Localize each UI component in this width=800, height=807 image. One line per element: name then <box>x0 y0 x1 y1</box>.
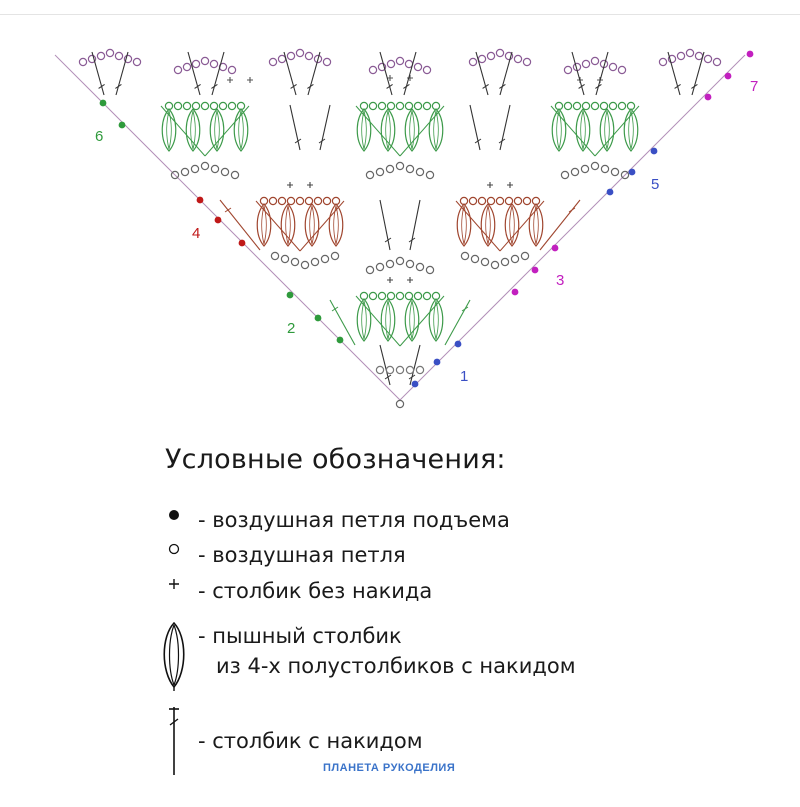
chain-stitch <box>491 261 498 268</box>
chain-stitch <box>405 292 412 299</box>
double-crochet-stitch <box>290 105 300 150</box>
lift-chain-dot <box>315 315 322 322</box>
legend-title: Условные обозначения: <box>165 444 506 475</box>
puff-stitch <box>481 204 495 246</box>
puff-stitch-inner <box>412 111 414 149</box>
chain-stitch <box>305 197 312 204</box>
chain-stitch <box>582 60 589 67</box>
chain-stitch <box>287 52 294 59</box>
double-crochet-icon <box>164 705 184 777</box>
chain-stitch <box>406 260 413 267</box>
row-number-6: 6 <box>95 128 104 145</box>
chain-stitch <box>396 102 403 109</box>
chain-stitch <box>573 102 580 109</box>
chain-stitch <box>505 197 512 204</box>
puff-stitch-inner <box>336 206 338 244</box>
chain-stitch <box>416 263 423 270</box>
legend-item-chain-lift <box>150 506 510 534</box>
puff-stitch-inner <box>631 111 633 149</box>
double-crochet-stitch <box>212 52 224 95</box>
chain-stitch <box>174 66 181 73</box>
chain-stitch <box>591 57 598 64</box>
chain-stitch <box>609 63 616 70</box>
chain-stitch <box>376 366 383 373</box>
chain-stitch <box>79 58 86 65</box>
chain-stitch <box>426 266 433 273</box>
chain-stitch <box>278 55 285 62</box>
lift-chain-dot <box>455 341 462 348</box>
chain-stitch <box>414 63 421 70</box>
chain-stitch <box>469 58 476 65</box>
filled-dot-icon <box>167 506 181 520</box>
row-number-1: 1 <box>460 368 469 385</box>
chain-stitch <box>514 55 521 62</box>
puff-stitch-inner <box>167 111 169 149</box>
single-crochet-mark <box>487 182 493 188</box>
chain-stitch <box>406 366 413 373</box>
row-number-7: 7 <box>750 78 759 95</box>
chain-stitch <box>416 366 423 373</box>
chain-stitch <box>192 102 199 109</box>
lift-chain-dot <box>705 94 712 101</box>
double-crochet-stitch <box>500 105 510 150</box>
chain-stitch <box>201 162 208 169</box>
puff-stitch <box>210 109 224 151</box>
chain-stitch <box>386 165 393 172</box>
chain-stitch <box>278 197 285 204</box>
puff-stitch-inner <box>191 111 193 149</box>
chain-stitch <box>704 55 711 62</box>
chain-stitch <box>618 66 625 73</box>
chain-stitch <box>221 168 228 175</box>
chain-stitch <box>713 58 720 65</box>
chain-stitch <box>423 102 430 109</box>
chain-stitch <box>591 102 598 109</box>
single-crochet-mark <box>507 182 513 188</box>
puff-stitch-icon <box>157 621 191 693</box>
legend-text: - столбик без накида <box>198 579 433 603</box>
double-crochet-stitch <box>476 52 488 95</box>
single-crochet-mark <box>387 277 393 283</box>
chain-stitch <box>581 165 588 172</box>
puff-stitch <box>381 299 395 341</box>
chain-stitch <box>591 162 598 169</box>
chain-stitch <box>469 197 476 204</box>
puff-stitch-inner <box>386 301 388 339</box>
lift-chain-dot <box>197 197 204 204</box>
puff-stitch-inner <box>581 111 583 149</box>
puff-stitch <box>505 204 519 246</box>
chain-stitch <box>686 49 693 56</box>
chain-stitch <box>323 58 330 65</box>
legend-text: - столбик с накидом <box>198 729 423 753</box>
chain-stitch <box>366 266 373 273</box>
legend-item-puff-stitch <box>150 622 576 692</box>
single-crochet-mark <box>407 277 413 283</box>
row-number-3: 3 <box>556 272 565 289</box>
chain-stitch <box>396 400 403 407</box>
puff-stitch <box>576 109 590 151</box>
chain-stitch <box>378 102 385 109</box>
double-crochet-tick <box>225 208 231 212</box>
chain-stitch <box>369 66 376 73</box>
legend-text: - воздушная петля <box>198 543 406 567</box>
lift-chain-dot <box>434 359 441 366</box>
chain-stitch <box>396 257 403 264</box>
lift-chain-dot <box>119 122 126 129</box>
chain-stitch <box>305 52 312 59</box>
double-crochet-stitch <box>540 200 580 250</box>
chain-stitch <box>228 66 235 73</box>
chain-stitch <box>523 197 530 204</box>
double-crochet-stitch <box>470 105 480 150</box>
chain-stitch <box>291 258 298 265</box>
row-number-5: 5 <box>651 176 660 193</box>
lift-chain-dot <box>725 73 732 80</box>
chain-stitch <box>301 261 308 268</box>
open-circle-icon <box>167 541 181 555</box>
chain-stitch <box>416 168 423 175</box>
puff-stitch-inner <box>536 206 538 244</box>
chain-stitch <box>311 258 318 265</box>
chain-stitch <box>386 260 393 267</box>
puff-stitch-inner <box>412 301 414 339</box>
double-crochet-stitch <box>410 345 420 385</box>
puff-stitch-inner <box>286 206 288 244</box>
puff-stitch <box>281 204 295 246</box>
puff-stitch-inner <box>312 206 314 244</box>
lift-chain-dot <box>100 100 107 107</box>
lift-chain-dot <box>412 381 419 388</box>
chain-stitch <box>201 57 208 64</box>
chain-stitch <box>564 66 571 73</box>
double-crochet-stitch <box>410 200 420 250</box>
chain-stitch <box>523 58 530 65</box>
chain-stitch <box>478 55 485 62</box>
row-number-2: 2 <box>287 320 296 337</box>
chain-stitch <box>496 197 503 204</box>
chain-stitch <box>609 102 616 109</box>
lift-chain-dot <box>651 148 658 155</box>
chain-stitch <box>201 102 208 109</box>
chain-stitch <box>192 60 199 67</box>
lift-chain-dot <box>607 189 614 196</box>
lift-chain-dot <box>287 292 294 299</box>
chain-stitch <box>376 263 383 270</box>
chain-stitch <box>183 102 190 109</box>
chain-stitch <box>461 252 468 259</box>
chain-stitch <box>677 52 684 59</box>
chain-stitch <box>571 168 578 175</box>
double-crochet-tick <box>569 208 575 212</box>
chain-stitch <box>228 102 235 109</box>
chain-stitch <box>387 60 394 67</box>
chain-stitch <box>281 255 288 262</box>
chain-stitch <box>478 197 485 204</box>
chain-stitch <box>396 57 403 64</box>
lift-chain-dot <box>552 245 559 252</box>
legend-text-line2: из 4-х полустолбиков с накидом <box>216 654 576 678</box>
puff-stitch-inner <box>362 301 364 339</box>
chain-stitch <box>481 258 488 265</box>
chain-stitch <box>133 58 140 65</box>
chain-stitch <box>396 366 403 373</box>
chain-stitch <box>414 102 421 109</box>
double-crochet-stitch <box>320 105 330 150</box>
chain-stitch <box>514 197 521 204</box>
chain-stitch <box>231 171 238 178</box>
double-crochet-stitch <box>188 52 200 95</box>
chain-stitch <box>511 255 518 262</box>
lift-chain-dot <box>215 217 222 224</box>
chain-stitch <box>426 171 433 178</box>
chain-stitch <box>296 197 303 204</box>
chain-stitch <box>561 171 568 178</box>
puff-stitch-inner <box>436 111 438 149</box>
lift-chain-dot <box>337 337 344 344</box>
chain-stitch <box>106 49 113 56</box>
double-crochet-stitch <box>445 300 470 345</box>
left-edge <box>55 55 400 400</box>
chain-stitch <box>314 197 321 204</box>
puff-stitch <box>405 109 419 151</box>
watermark: ПЛАНЕТА РУКОДЕЛИЯ <box>323 762 456 774</box>
lift-chain-dot <box>747 51 754 58</box>
plus-icon <box>167 577 181 591</box>
chain-stitch <box>406 165 413 172</box>
chain-stitch <box>386 366 393 373</box>
chain-stitch <box>366 171 373 178</box>
chain-stitch <box>521 252 528 259</box>
chain-stitch <box>369 102 376 109</box>
puff-stitch-inner <box>462 206 464 244</box>
chain-stitch <box>423 292 430 299</box>
single-crochet-mark <box>287 182 293 188</box>
legend-text: - пышный столбик <box>198 624 402 648</box>
double-crochet-stitch <box>572 52 584 95</box>
chain-stitch <box>323 197 330 204</box>
chain-stitch <box>269 58 276 65</box>
puff-stitch <box>600 109 614 151</box>
single-crochet-mark <box>227 77 233 83</box>
chain-stitch <box>210 102 217 109</box>
chain-stitch <box>496 49 503 56</box>
puff-stitch-inner <box>362 111 364 149</box>
chain-stitch <box>423 66 430 73</box>
double-crochet-stitch <box>692 52 704 95</box>
double-crochet-tick <box>462 307 468 311</box>
puff-stitch-inner <box>557 111 559 149</box>
puff-stitch-inner <box>241 111 243 149</box>
chain-stitch <box>659 58 666 65</box>
chain-stitch <box>219 102 226 109</box>
chain-stitch <box>183 63 190 70</box>
chain-stitch <box>376 168 383 175</box>
chain-stitch <box>405 102 412 109</box>
chain-stitch <box>396 292 403 299</box>
legend-text: - воздушная петля подъема <box>198 508 510 532</box>
puff-stitch-inner <box>436 301 438 339</box>
lift-chain-dot <box>512 289 519 296</box>
chain-stitch <box>564 102 571 109</box>
puff-stitch <box>305 204 319 246</box>
puff-stitch-inner <box>486 206 488 244</box>
legend-item-single-crochet <box>150 577 432 605</box>
legend-item-chain <box>150 541 406 569</box>
puff-stitch <box>405 299 419 341</box>
chain-stitch <box>331 252 338 259</box>
chain-stitch <box>387 292 394 299</box>
lift-chain-dot <box>629 169 636 176</box>
row-number-4: 4 <box>192 225 201 242</box>
chain-stitch <box>211 165 218 172</box>
chain-stitch <box>487 197 494 204</box>
chain-stitch <box>287 197 294 204</box>
lift-chain-dot <box>532 267 539 274</box>
double-crochet-stitch <box>380 52 392 95</box>
puff-stitch <box>186 109 200 151</box>
chain-stitch <box>174 102 181 109</box>
chain-stitch <box>601 165 608 172</box>
chain-stitch <box>695 52 702 59</box>
single-crochet-mark <box>247 77 253 83</box>
double-crochet-tick <box>332 307 338 311</box>
chain-stitch <box>387 102 394 109</box>
chain-stitch <box>115 52 122 59</box>
right-edge <box>400 55 745 400</box>
chain-stitch <box>471 255 478 262</box>
puff-stitch-inner <box>386 111 388 149</box>
chain-stitch <box>487 52 494 59</box>
chain-stitch <box>210 60 217 67</box>
chain-stitch <box>296 49 303 56</box>
double-crochet-stitch <box>404 52 416 95</box>
single-crochet-mark <box>307 182 313 188</box>
lift-chain-dot <box>239 240 246 247</box>
puff-stitch-inner <box>512 206 514 244</box>
chain-stitch <box>600 102 607 109</box>
chain-stitch <box>501 258 508 265</box>
chain-stitch <box>191 165 198 172</box>
chain-stitch <box>181 168 188 175</box>
chain-stitch <box>582 102 589 109</box>
chain-stitch <box>271 252 278 259</box>
chain-stitch <box>611 168 618 175</box>
chain-stitch <box>369 292 376 299</box>
chain-stitch <box>97 52 104 59</box>
chain-stitch <box>269 197 276 204</box>
puff-stitch-inner <box>217 111 219 149</box>
puff-stitch-inner <box>262 206 264 244</box>
chain-stitch <box>618 102 625 109</box>
chain-stitch <box>414 292 421 299</box>
chain-stitch <box>396 162 403 169</box>
chain-stitch <box>378 292 385 299</box>
puff-stitch <box>381 109 395 151</box>
chain-stitch <box>321 255 328 262</box>
double-crochet-stitch <box>380 200 390 250</box>
puff-stitch-inner <box>607 111 609 149</box>
